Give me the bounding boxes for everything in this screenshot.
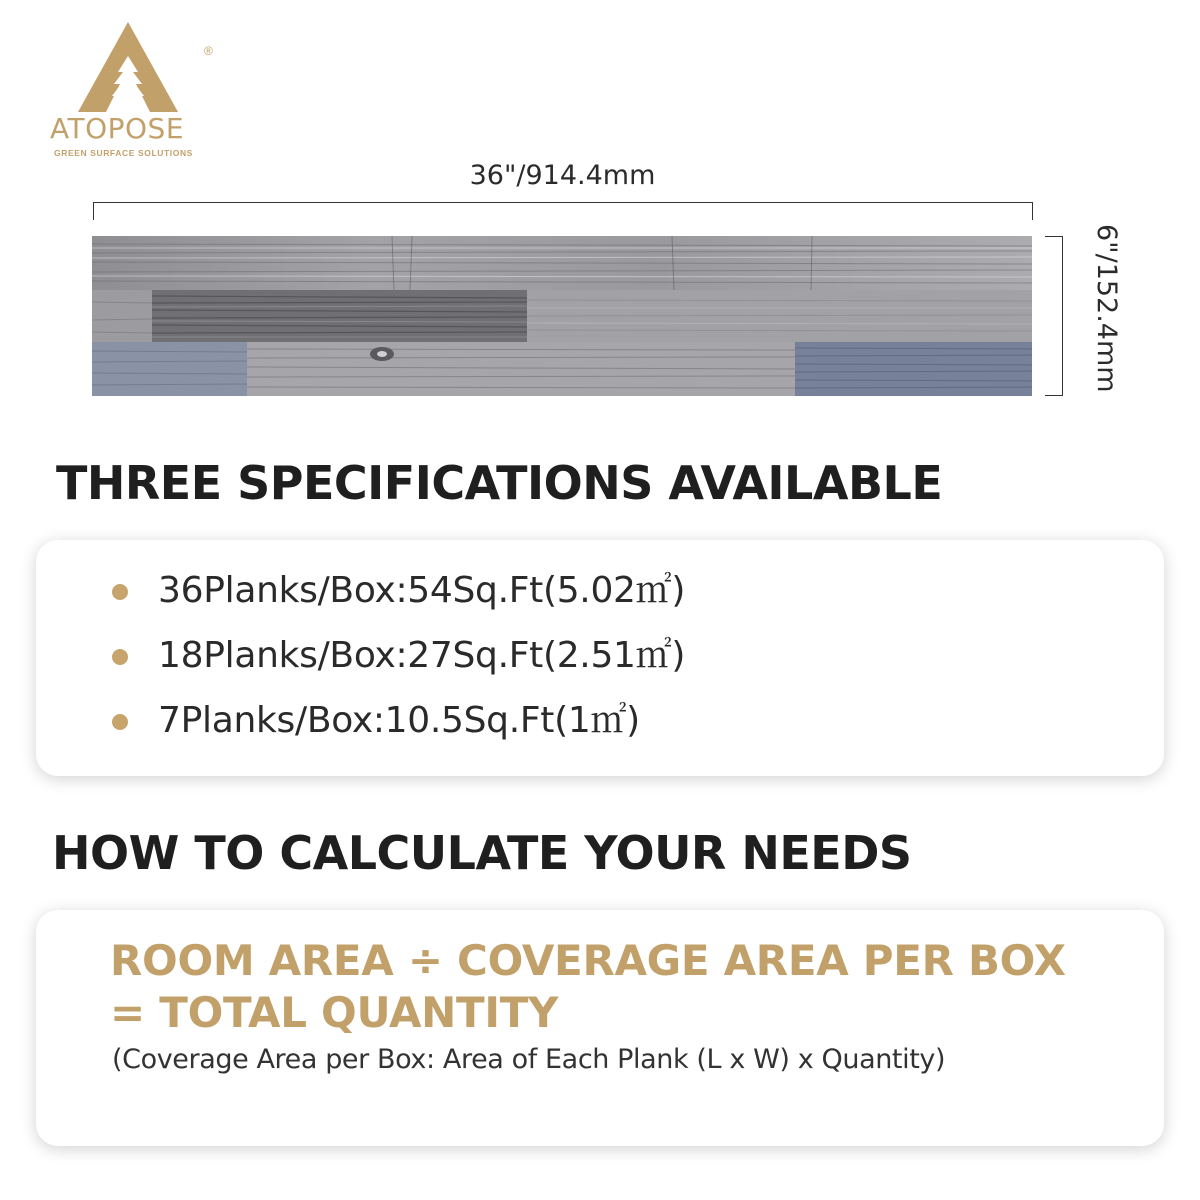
tree-a-logo-icon [78,22,178,112]
spec-label: 18Planks/Box:27Sq.Ft(2.51㎡) [158,635,686,676]
specs-heading: THREE SPECIFICATIONS AVAILABLE [56,456,943,510]
brand-logo [50,22,213,158]
formula-line-1: ROOM AREA ÷ COVERAGE AREA PER BOX [110,936,1066,985]
height-dimension-label-wrap [1090,224,1120,414]
plank-strip-dark [152,290,527,342]
formula-note: (Coverage Area per Box: Area of Each Plank (L x W) x Quantity) [112,1044,946,1075]
plank-strip-left-mid [92,290,152,342]
brand-tagline: GREEN SURFACE SOLUTIONS [54,148,193,158]
plank-strip-blue-right [795,342,1032,396]
bullet-icon [112,584,128,600]
brand-name: ATOPOSE [50,112,185,145]
plank-strip-blue-left [92,342,247,396]
plank-strip-top [92,236,1032,290]
wood-plank-image [92,236,1032,396]
height-dimension-label: 6"/152.4mm [1091,224,1122,393]
formula-line-2: = TOTAL QUANTITY [110,988,559,1037]
specs-card [36,540,1164,776]
plank-strip-light-mid [527,290,1032,342]
calculation-card [36,910,1164,1146]
calculation-heading: HOW TO CALCULATE YOUR NEEDS [52,826,912,880]
spec-label: 7Planks/Box:10.5Sq.Ft(1㎡) [158,700,640,741]
plank-strip-knot [247,342,795,396]
bullet-icon [112,649,128,665]
bullet-icon [112,714,128,730]
height-dimension-bracket [1045,236,1063,396]
width-dimension-label: 36"/914.4mm [469,160,656,191]
width-dimension-bracket [93,202,1033,220]
spec-label: 36Planks/Box:54Sq.Ft(5.02㎡) [158,570,686,611]
registered-mark: ® [204,44,213,58]
